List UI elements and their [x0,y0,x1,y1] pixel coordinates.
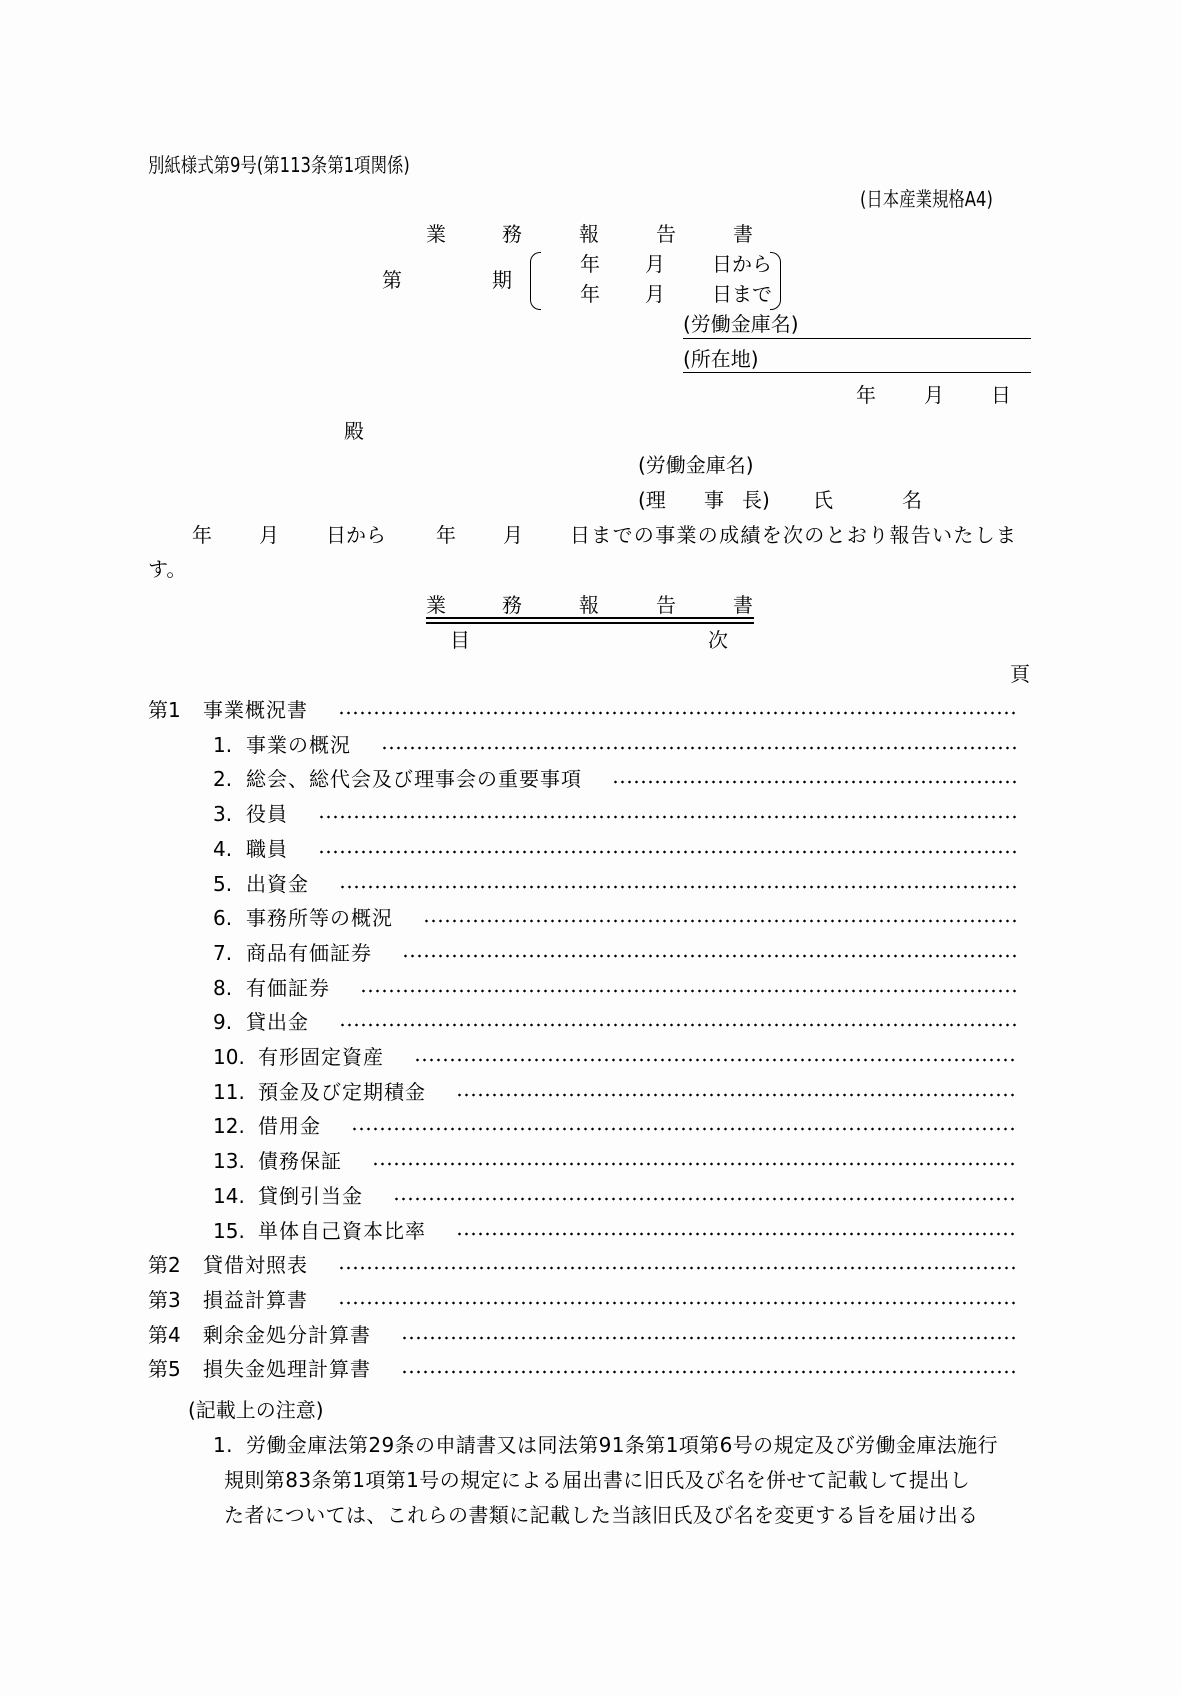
toc-leader-dots [351,1127,1018,1131]
toc-entry[interactable] [0,1288,1181,1318]
toc-entry[interactable] [0,1080,1181,1110]
body-month1: 月 [259,523,279,547]
toc-entry-label: 借用金 [258,1114,321,1139]
note-number: 1. [213,1433,233,1457]
toc-title-char: 書 [733,593,753,617]
toc-leader-dots [401,1370,1018,1374]
toc-entry[interactable] [0,767,1181,797]
toc-entry-label: 事業の概況 [246,732,351,757]
toc-entry[interactable] [0,1114,1181,1144]
name-label-part: 氏 [813,488,833,512]
notes-heading: (記載上の注意) [188,1398,324,1422]
toc-entry-label: 役員 [246,802,288,827]
name-label-part: 名 [902,488,922,512]
toc-entry-number: 7. [213,940,233,965]
note-line: 労働金庫法第29条の申請書又は同法第91条第1項第6号の規定及び労働金庫法施行 [246,1433,998,1457]
toc-entry[interactable] [0,1149,1181,1179]
toc-entry-label: 損益計算書 [203,1287,308,1312]
toc-leader-dots [423,919,1018,923]
toc-leader-dots [456,1093,1018,1097]
toc-entry-number: 2. [213,767,233,792]
toc-entry-number: 3. [213,802,233,827]
toc-title-char: 報 [579,593,599,617]
toc-heading-char: 目 [450,628,470,652]
toc-entry-number: 10. [213,1045,245,1069]
title-char: 書 [733,222,753,246]
toc-entry[interactable] [0,1010,1181,1040]
toc-entry-number: 12. [213,1114,245,1139]
toc-entry-number: 5. [213,871,233,896]
document-title [0,222,1181,246]
toc-entry-label: 損失金処理計算書 [203,1357,371,1382]
toc-title-double-underline [426,617,754,624]
toc-entry-label: 職員 [246,836,288,861]
toc-entry-label: 債務保証 [258,1149,342,1174]
toc-entry-label: 単体自己資本比率 [258,1218,426,1243]
toc-entry-number: 13. [213,1149,245,1174]
date-day: 日 [991,383,1011,407]
chairman-label-part: 事 [704,488,724,512]
toc-entry-number: 4. [213,836,233,861]
toc-entry[interactable] [0,1045,1181,1075]
toc-entry-label: 有形固定資産 [258,1045,384,1069]
form-number [148,153,467,177]
toc-leader-dots [456,1232,1018,1236]
toc-heading-char: 次 [708,628,728,652]
toc-leader-dots [402,954,1018,958]
toc-entry[interactable] [0,1357,1181,1387]
bank-name-field[interactable] [683,312,799,336]
toc-entry-number: 15. [213,1218,245,1243]
toc-entry-number: 6. [213,906,233,931]
toc-leader-dots [318,850,1018,854]
toc-entry-number: 第2 [148,1253,181,1278]
toc-leader-dots [372,1162,1018,1166]
toc-entry-number: 第1 [148,698,181,722]
chairman-label-part: 長) [742,488,770,512]
toc-entry-label: 出資金 [246,871,309,896]
date-month: 月 [924,383,944,407]
toc-entry[interactable] [0,976,1181,1006]
toc-entry-number: 第4 [148,1322,181,1347]
toc-entry-number: 第5 [148,1357,181,1382]
address-label: (所在地) [683,347,759,371]
toc-entry[interactable] [0,906,1181,936]
toc-entry-label: 貸倒引当金 [258,1183,363,1208]
toc-entry-number: 9. [213,1010,233,1035]
addressee-honorific: 殿 [344,419,364,443]
toc-leader-dots [360,989,1018,993]
chairman-label-part: (理 [638,488,666,512]
toc-entry[interactable] [0,837,1181,867]
toc-entry-number: 1. [213,732,233,757]
toc-entry-number: 8. [213,975,233,1000]
toc-entry[interactable] [0,1184,1181,1214]
right-bracket [770,252,781,310]
body-year2: 年 [436,523,456,547]
address-field[interactable] [683,347,759,371]
period-from-month: 月 [645,252,665,276]
toc-leader-dots [393,1197,1018,1201]
address-underline [683,372,1031,373]
toc-leader-dots [339,885,1018,889]
toc-entry-number: 第3 [148,1287,181,1312]
toc-entry-label: 総会、総代会及び理事会の重要事項 [246,767,582,792]
toc-leader-dots [612,780,1018,784]
toc-entry[interactable] [0,1253,1181,1283]
toc-leader-dots [318,815,1018,819]
toc-entry-label: 事務所等の概況 [246,906,393,931]
title-char: 務 [502,222,522,246]
toc-title-char: 務 [502,593,522,617]
toc-title [0,593,1181,617]
period-dai: 第 [382,268,402,292]
toc-entry[interactable] [0,1219,1181,1249]
toc-entry-label: 事業概況書 [203,698,308,722]
title-char: 業 [426,222,446,246]
period-to-day: 日まで [712,282,772,306]
period-to-year: 年 [580,282,600,306]
toc-entry-label: 有価証券 [246,975,330,1000]
toc-entry[interactable] [0,872,1181,902]
date-year: 年 [856,383,876,407]
body-day1: 日から [326,523,386,547]
toc-title-char: 告 [656,593,676,617]
body-line2: す。 [148,557,187,581]
toc-entry-number: 11. [213,1079,245,1104]
toc-entry[interactable] [0,1323,1181,1353]
toc-leader-dots [338,1301,1018,1305]
form-number-text: 別紙様式第9号(第113条第1項関係) [148,153,410,177]
toc-leader-dots [414,1058,1018,1062]
toc-leader-dots [338,711,1018,715]
paper-size-text: (日本産業規格A4) [860,187,993,211]
toc-entry-label: 剰余金処分計算書 [203,1322,371,1347]
toc-entry[interactable] [0,941,1181,971]
toc-entry[interactable] [0,698,1181,728]
toc-leader-dots [338,1266,1018,1270]
toc-entry-label: 貸出金 [246,1010,309,1035]
toc-entry-label: 商品有価証券 [246,940,372,965]
toc-leader-dots [381,746,1018,750]
period-from-day: 日から [712,252,772,276]
toc-leader-dots [339,1023,1018,1027]
toc-page-label: 頁 [1010,662,1030,686]
body-year1: 年 [192,523,212,547]
toc-entry-label: 預金及び定期積金 [258,1079,426,1104]
title-char: 報 [579,222,599,246]
period-ki: 期 [492,268,512,292]
paper-size [860,187,1022,211]
period-to-month: 月 [645,282,665,306]
toc-entry-number: 14. [213,1183,245,1208]
body-month2: 月 [503,523,523,547]
title-char: 告 [656,222,676,246]
period-from-year: 年 [580,252,600,276]
body-rest: 日までの事業の成績を次のとおり報告いたしま [570,523,1018,547]
bank-name-label: (労働金庫名) [683,312,799,336]
left-bracket [530,252,541,310]
toc-entry[interactable] [0,733,1181,763]
toc-entry[interactable] [0,802,1181,832]
toc-entry-label: 貸借対照表 [203,1253,308,1278]
note-line: 規則第83条第1項第1号の規定による届出書に旧氏及び名を併せて記載して提出し [224,1468,971,1492]
toc-title-char: 業 [426,593,446,617]
bank-name-underline [683,338,1031,339]
signatory-bank-name: (労働金庫名) [638,453,754,477]
note-line: た者については、これらの書類に記載した当該旧氏及び名を変更する旨を届け出る [224,1503,979,1527]
toc-leader-dots [401,1336,1018,1340]
